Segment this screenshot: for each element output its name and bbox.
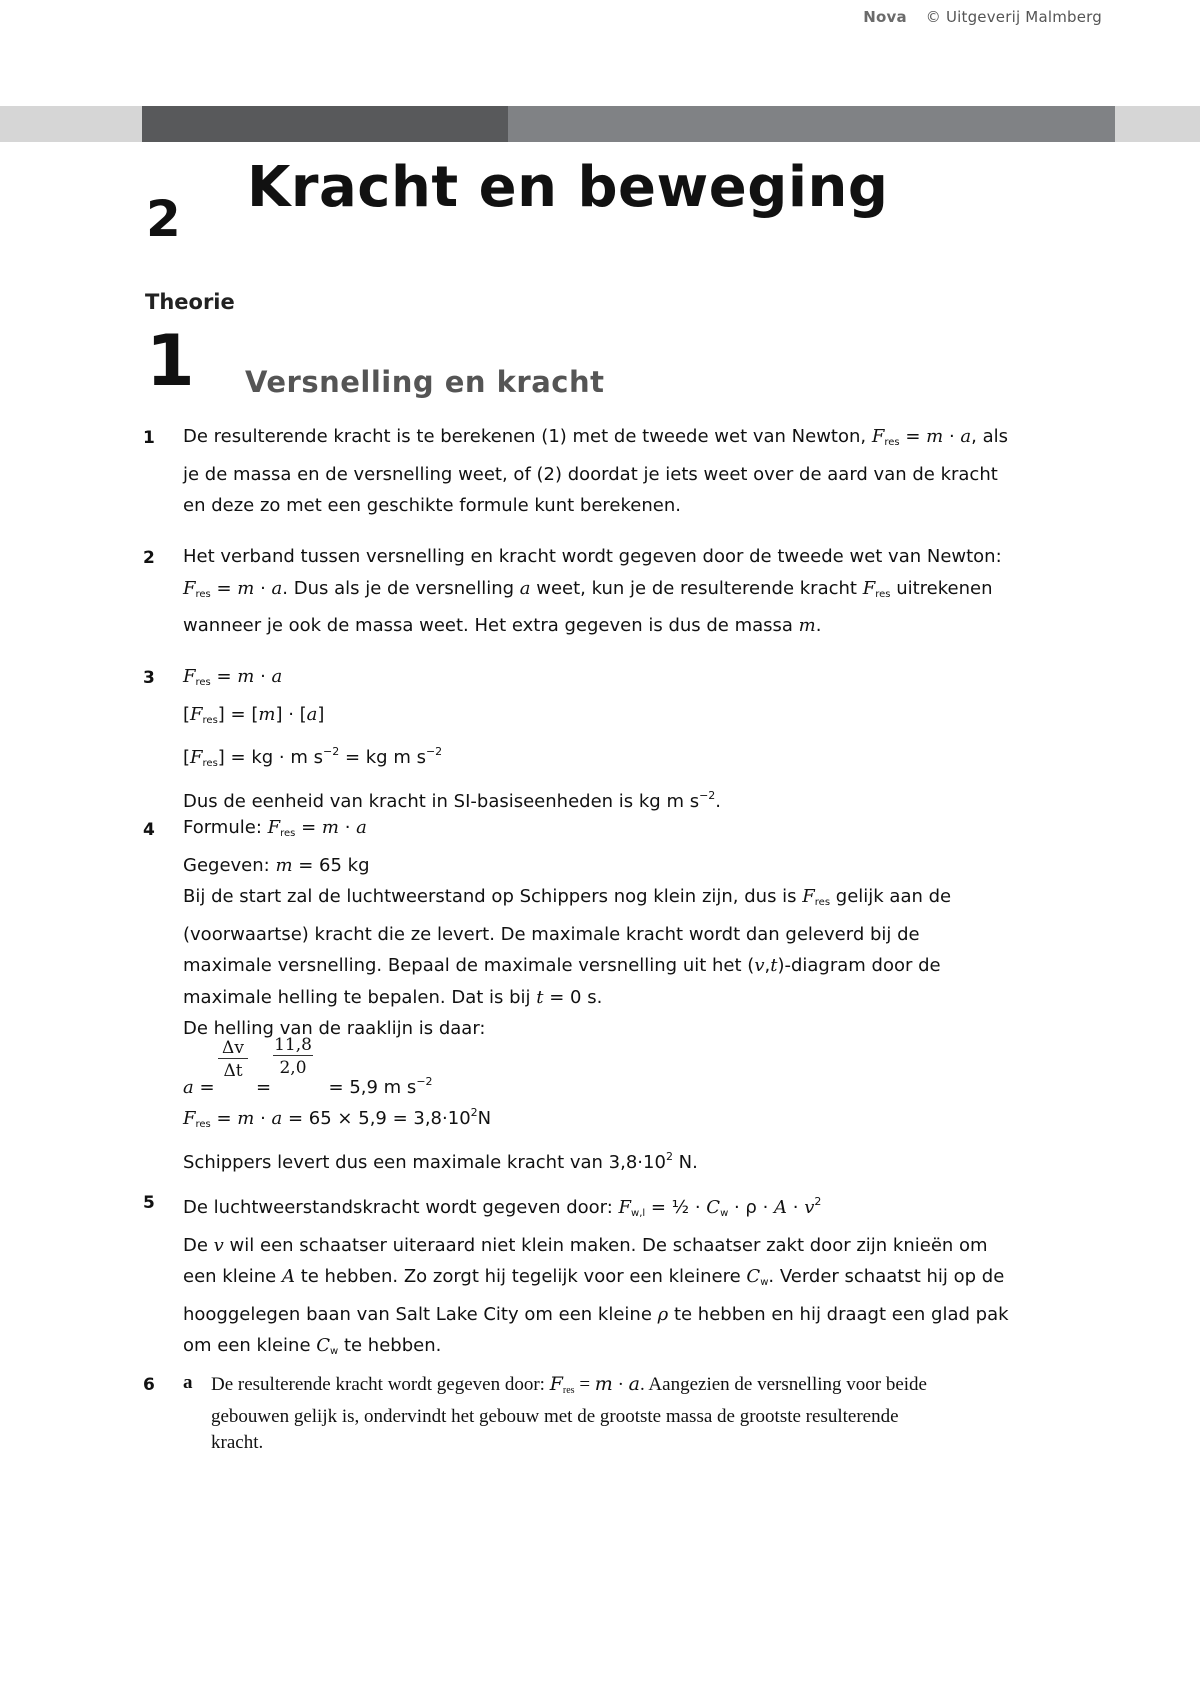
answer-6a: De resulterende kracht wordt gegeven door: $F_{res} = m \cdot a$. Aangezien de versnelling voor beide gebouwen gelijk is, ondervindt het gebouw met de grootste massa de grootste resulterende kracht. [211,1373,927,1453]
copyright: © Uitgeverij Malmberg [925,8,1102,26]
question-number: 6 [143,1375,155,1395]
section-number: 1 [146,320,195,402]
fraction-delta: $\frac{\Delta v}{\Delta t}$ [218,1038,248,1081]
equation-a: a = = = 5,9 m $s^{-2}$ [183,1075,433,1098]
header-band-mid [508,106,1115,142]
section-title: Versnelling en kracht [245,365,605,399]
chapter-number: 2 [146,190,181,248]
equation-fres: $F_{res} = m \cdot a = 65 \times 5,9 = 3,8\cdot 10^2N$ Schippers levert dus een maximale kracht van $3,8\cdot 10^2$ N. [183,1106,698,1173]
chapter-title: Kracht en beweging [247,155,889,220]
question-number: 3 [143,668,155,688]
subquestion-label: a [183,1372,193,1393]
fraction-values: $\frac{11,8}{2,0}$ [274,1035,312,1078]
question-number: 2 [143,548,155,568]
section-label: Theorie [145,290,235,314]
question-number: 4 [143,820,155,840]
answer-3: $F_{res} = m \cdot a$ $[F_{res}] = [m] \cdot [a]$ $[F_{res}]$ = kg · m $s^{-2}$ = kg m $s^{-2}$ Dus de eenheid van kracht in SI-basiseenheden is kg m $s^{-2}$. [183,666,722,812]
answer-2: Het verband tussen versnelling en kracht wordt gegeven door de tweede wet van Newton: $F_{res} = m \cdot a$. Dus als je de versnelling a weet, kun je de resulterende kracht $F_{res}$ uitrekenen wanneer je ook de massa weet. Het extra gegeven is dus de massa m. [183,546,1002,636]
question-number: 1 [143,428,155,448]
answer-1: De resulterende kracht is te berekenen (1) met de tweede wet van Newton, $F_{res} = m \cdot a$, als je de massa en de versnelling weet, of (2) doordat je iets weet over de aard van de kracht en deze zo met een geschikte formule kunt berekenen. [183,426,1008,516]
brand-name: Nova [863,8,907,26]
header-band-dark [142,106,508,142]
answer-5: De luchtweerstandskracht wordt gegeven door: $F_{w,l}$ = ½ · $C_w \cdot \rho \cdot A \cdot v^2$ De v wil een schaatser uiteraard niet klein maken. De schaatser zakt door zijn knieën om een kleine A te hebben. Zo zorgt hij tegelijk voor een kleinere $C_w$. Verder schaatst hij op de hooggelegen baan van Salt Lake City om een kleine ρ te hebben en hij draagt een glad pak om een kleine $C_w$ te hebben. [183,1195,1009,1357]
page-header [863,8,1102,26]
question-number: 5 [143,1193,155,1213]
answer-4: Formule: $F_{res} = m \cdot a$ Gegeven: m = 65 kg Bij de start zal de luchtweerstand op Schippers nog klein zijn, dus is $F_{res}$ gelijk aan de (voorwaartse) kracht die ze levert. De maximale kracht wordt dan geleverd bij de maximale versnelling. Bepaal de maximale versnelling uit het (v,t)-diagram door de maximale helling te bepalen. Dat is bij t = 0 s. De helling van de raaklijn is daar: [183,817,952,1039]
